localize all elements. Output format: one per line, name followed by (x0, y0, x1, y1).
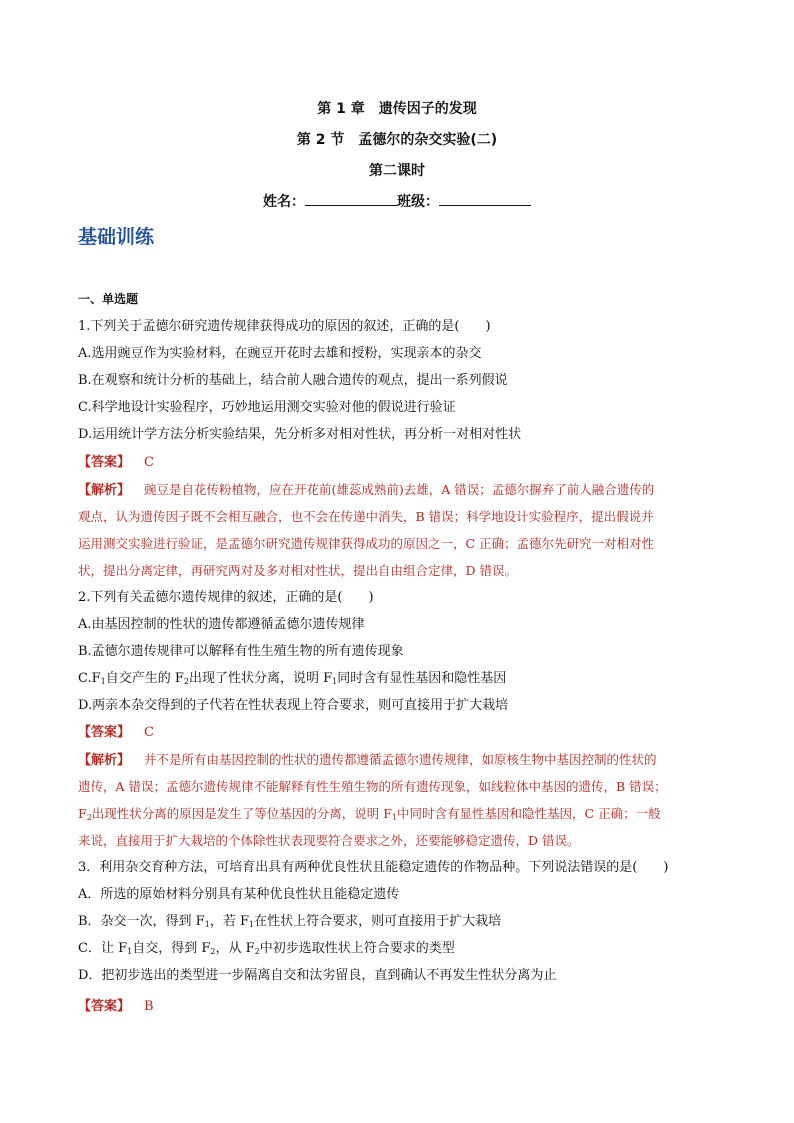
q2-analysis-line-1 (78, 751, 718, 770)
q2-c-subscript: 2 (183, 677, 189, 686)
q3-c-subscript: 2 (254, 947, 260, 956)
section-title: 第 2 节 孟德尔的杂交实验(二) (296, 132, 498, 148)
q3-c-text: 自交，得到 F (132, 941, 211, 956)
q1-analysis-line-4: 状，提出分离定律，再研究两对及多对相对性状，提出自由组合定律，D 错误。 (78, 563, 517, 578)
q2-c-text: 出现了性状分离，说明 F (188, 671, 333, 686)
name-class-line (0, 191, 794, 211)
q2-analysis-line-3 (78, 805, 718, 823)
q2-option-a: A.由基因控制的性状的遗传都遵循孟德尔遗传规律 (78, 617, 365, 632)
q3-option-a: A．所选的原始材料分别具有某种优良性状且能稳定遗传 (78, 887, 400, 902)
q1-option-d: D.运用统计学方法分析实验结果，先分析多对相对性状，再分析一对相对性状 (78, 427, 522, 442)
q3-c-subscript: 2 (210, 947, 216, 956)
q1-analysis-line-1 (78, 481, 718, 500)
q3-b-text: B．杂交一次，得到 F (78, 914, 205, 929)
q1-answer (78, 454, 718, 472)
chapter-title: 第 1 章 遗传因子的发现 (317, 101, 477, 117)
q2-analysis-subscript: 2 (86, 813, 92, 822)
q3-c-subscript: 1 (127, 947, 133, 956)
q2-c-subscript: 1 (100, 677, 106, 686)
q2-answer (78, 724, 718, 742)
q2-analysis-text: 中同时含有显性基因和隐性基因，C 正确；一般 (397, 806, 661, 821)
q3-c-text: 中初步选取性状上符合要求的类型 (259, 941, 455, 956)
q2-analysis-text: 出现性状分离的原因是发生了等位基因的分离，说明 F (91, 806, 392, 821)
q3-answer (78, 998, 718, 1016)
q1-option-a: A.选用豌豆作为实验材料，在豌豆开花时去雄和授粉，实现亲本的杂交 (78, 346, 482, 361)
q2-c-text: C.F (78, 671, 101, 686)
q3-b-text: 在性状上符合要求，则可直接用于扩大栽培 (254, 914, 502, 929)
q2-stem: 2.下列有关孟德尔遗传规律的叙述，正确的是( ) (78, 590, 374, 605)
q2-c-text: 自交产生的 F (105, 671, 184, 686)
q3-option-b (78, 913, 718, 931)
q1-option-b: B.在观察和统计分析的基础上，结合前人融合遗传的观点，提出一系列假说 (78, 373, 508, 388)
class-label: 班级： (397, 194, 439, 210)
q3-b-text: ，若 F (209, 914, 249, 929)
analysis-tag: 【解析】 (78, 753, 131, 768)
q3-option-d: D．把初步选出的类型进一步隔离自交和汰劣留良，直到确认不再发生性状分离为止 (78, 968, 557, 983)
q3-c-text: C．让 F (78, 941, 128, 956)
q3-b-subscript: 1 (204, 920, 210, 929)
answer-tag: 【答案】 (78, 725, 131, 740)
q2-c-text: 同时含有显性基因和隐性基因 (337, 671, 507, 686)
q2-analysis-line-4: 来说，直接用于扩大栽培的个体除性状表现要符合要求之外，还要能够稳定遗传，D 错误。 (78, 833, 580, 848)
name-blank[interactable] (305, 191, 397, 206)
q2-analysis-text-1: 并不是所有由基因控制的性状的遗传都遵循孟德尔遗传规律，如原核生物中基因控制的性状的 (144, 752, 657, 767)
q1-answer-value: C (144, 455, 154, 470)
q3-c-text: ，从 F (215, 941, 255, 956)
q3-answer-value: B (144, 999, 154, 1014)
q1-analysis-line-3: 运用测交实验进行验证，是孟德尔研究遗传规律获得成功的原因之一，C 正确；孟德尔先研究一对相对性 (78, 536, 655, 551)
q2-option-c (78, 670, 718, 688)
q3-stem: 3．利用杂交育种方法，可培育出具有两种优良性状且能稳定遗传的作物品种。下列说法错误的是( ) (78, 860, 669, 875)
basic-training-heading: 基础训练 (78, 226, 155, 248)
part-title: 一、单选题 (78, 292, 139, 306)
name-label: 姓名： (263, 194, 305, 210)
answer-tag: 【答案】 (78, 455, 131, 470)
q2-analysis-subscript: 1 (391, 813, 398, 822)
q1-option-c: C.科学地设计实验程序，巧妙地运用测交实验对他的假说进行验证 (78, 400, 456, 415)
class-blank[interactable] (439, 191, 531, 206)
q2-c-subscript: 1 (332, 677, 338, 686)
q2-answer-value: C (144, 725, 154, 740)
q1-analysis-line-2: 观点，认为遗传因子既不会相互融合，也不会在传递中消失，B 错误；科学地设计实验程序，提出假说并 (78, 509, 654, 524)
lesson-title: 第二课时 (369, 163, 425, 179)
q2-option-d: D.两亲本杂交得到的子代若在性状表现上符合要求，则可直接用于扩大栽培 (78, 698, 509, 713)
q2-analysis-text: F (78, 806, 87, 821)
q3-option-c (78, 940, 718, 958)
q2-analysis-line-2: 遗传，A 错误；孟德尔遗传规律不能解释有性生殖生物的所有遗传现象，如线粒体中基因的遗传，B 错误； (78, 779, 667, 794)
q1-stem: 1.下列关于孟德尔研究遗传规律获得成功的原因的叙述，正确的是( ) (78, 319, 491, 334)
q1-analysis-text-1: 豌豆是自花传粉植物，应在开花前(雄蕊成熟前)去雄，A 错误；孟德尔摒弃了前人融合遗传的 (144, 482, 655, 497)
answer-tag: 【答案】 (78, 999, 131, 1014)
analysis-tag: 【解析】 (78, 483, 131, 498)
q2-option-b: B.孟德尔遗传规律可以解释有性生殖生物的所有遗传现象 (78, 644, 404, 659)
q3-b-subscript: 1 (248, 920, 255, 929)
